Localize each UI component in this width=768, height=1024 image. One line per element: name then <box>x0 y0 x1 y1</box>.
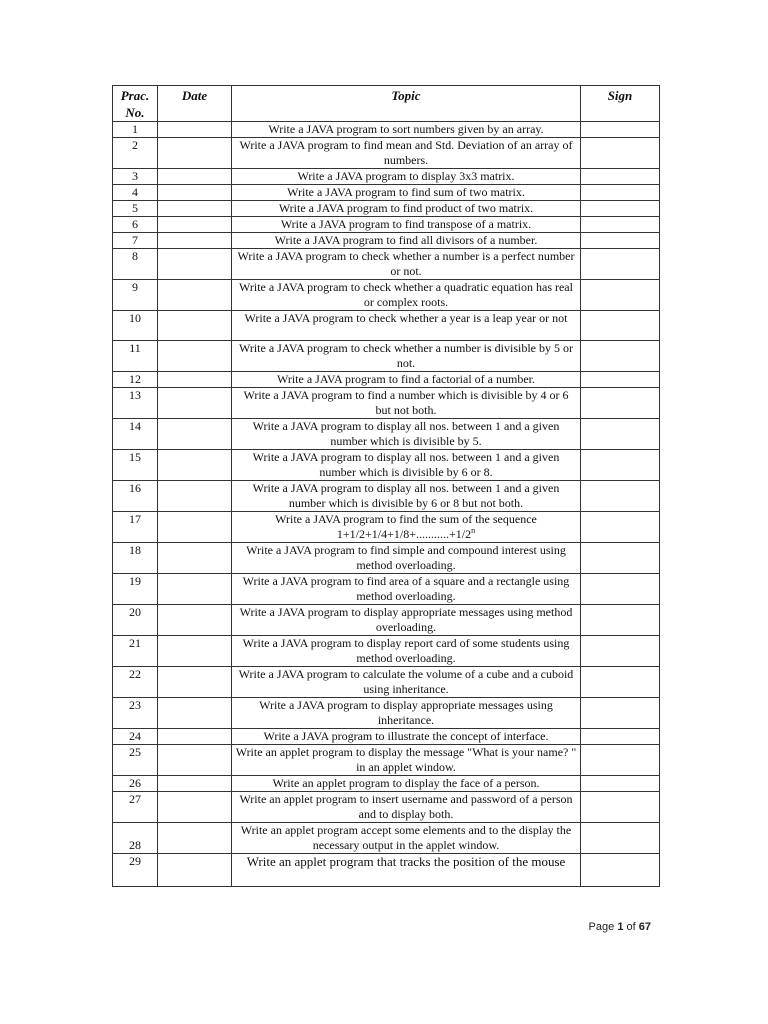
prac-number-cell: 20 <box>113 605 158 636</box>
topic-cell: Write a JAVA program to display 3x3 matrix. <box>232 169 581 185</box>
date-cell <box>158 169 232 185</box>
table-row <box>113 481 660 512</box>
prac-number-cell: 16 <box>113 481 158 512</box>
topic-cell: Write a JAVA program to find area of a square and a rectangle using method overloading. <box>232 574 581 605</box>
prac-number-cell: 2 <box>113 138 158 169</box>
date-cell <box>158 249 232 280</box>
topic-cell: Write a JAVA program to display all nos. between 1 and a given number which is divisible by 5. <box>232 419 581 450</box>
date-cell <box>158 636 232 667</box>
table-row <box>113 169 660 185</box>
topic-cell: Write a JAVA program to check whether a number is divisible by 5 or not. <box>232 341 581 372</box>
sign-cell <box>581 138 660 169</box>
topic-cell: Write a JAVA program to find transpose of a matrix. <box>232 217 581 233</box>
sign-cell <box>581 122 660 138</box>
table-row <box>113 138 660 169</box>
header-prac-no: Prac. No. <box>113 86 158 122</box>
prac-number-cell: 6 <box>113 217 158 233</box>
topic-line: Write a JAVA program to find the sum of the sequence <box>275 512 537 526</box>
sign-cell <box>581 419 660 450</box>
sign-cell <box>581 249 660 280</box>
table-row <box>113 450 660 481</box>
topic-cell: Write a JAVA program to check whether a quadratic equation has real or complex roots. <box>232 280 581 311</box>
formula-exponent: n <box>471 526 476 535</box>
sign-cell <box>581 233 660 249</box>
sign-cell <box>581 512 660 543</box>
date-cell <box>158 698 232 729</box>
sign-cell <box>581 372 660 388</box>
topic-cell: Write an applet program to display the face of a person. <box>232 776 581 792</box>
table-row <box>113 388 660 419</box>
sign-cell <box>581 481 660 512</box>
sign-cell <box>581 185 660 201</box>
prac-number-cell: 17 <box>113 512 158 543</box>
topic-cell: Write a JAVA program to find mean and Std. Deviation of an array of numbers. <box>232 138 581 169</box>
table-row <box>113 776 660 792</box>
sign-cell <box>581 745 660 776</box>
date-cell <box>158 138 232 169</box>
header-date: Date <box>158 86 232 122</box>
date-cell <box>158 201 232 217</box>
table-row <box>113 745 660 776</box>
prac-number-cell: 9 <box>113 280 158 311</box>
table-row <box>113 341 660 372</box>
date-cell <box>158 311 232 341</box>
table-row <box>113 792 660 823</box>
date-cell <box>158 667 232 698</box>
topic-cell: Write a JAVA program to illustrate the concept of interface. <box>232 729 581 745</box>
prac-number-cell: 3 <box>113 169 158 185</box>
date-cell <box>158 823 232 854</box>
topic-line-formula <box>235 527 577 542</box>
table-header-row <box>113 86 660 122</box>
sign-cell <box>581 311 660 341</box>
sign-cell <box>581 729 660 745</box>
table-row <box>113 419 660 450</box>
table-row <box>113 512 660 543</box>
date-cell <box>158 185 232 201</box>
table-row <box>113 667 660 698</box>
prac-number-cell: 8 <box>113 249 158 280</box>
topic-cell <box>232 512 581 543</box>
prac-number-cell: 28 <box>113 823 158 854</box>
header-topic: Topic <box>232 86 581 122</box>
prac-number-cell: 27 <box>113 792 158 823</box>
table-row <box>113 574 660 605</box>
table-row <box>113 122 660 138</box>
date-cell <box>158 745 232 776</box>
prac-number-cell: 23 <box>113 698 158 729</box>
prac-number-cell: 7 <box>113 233 158 249</box>
prac-number-cell: 19 <box>113 574 158 605</box>
topic-cell: Write a JAVA program to find sum of two matrix. <box>232 185 581 201</box>
sign-cell <box>581 574 660 605</box>
table-row <box>113 698 660 729</box>
sign-cell <box>581 217 660 233</box>
sign-cell <box>581 201 660 217</box>
of-word: of <box>626 921 636 933</box>
date-cell <box>158 776 232 792</box>
practical-list-table <box>112 85 660 887</box>
topic-cell: Write a JAVA program to display report card of some students using method overloading. <box>232 636 581 667</box>
date-cell <box>158 450 232 481</box>
table-row <box>113 636 660 667</box>
date-cell <box>158 419 232 450</box>
prac-number-cell: 11 <box>113 341 158 372</box>
date-cell <box>158 543 232 574</box>
date-cell <box>158 574 232 605</box>
sign-cell <box>581 450 660 481</box>
date-cell <box>158 388 232 419</box>
sign-cell <box>581 823 660 854</box>
topic-cell: Write an applet program to insert username and password of a person and to display both. <box>232 792 581 823</box>
topic-cell: Write a JAVA program to find product of two matrix. <box>232 201 581 217</box>
table-row <box>113 233 660 249</box>
table-row <box>113 280 660 311</box>
topic-cell: Write a JAVA program to display all nos. between 1 and a given number which is divisible by 6 or 8. <box>232 450 581 481</box>
topic-cell: Write a JAVA program to check whether a year is a leap year or not <box>232 311 581 341</box>
header-sign: Sign <box>581 86 660 122</box>
topic-cell: Write a JAVA program to calculate the volume of a cube and a cuboid using inheritance. <box>232 667 581 698</box>
prac-number-cell: 24 <box>113 729 158 745</box>
sign-cell <box>581 169 660 185</box>
date-cell <box>158 512 232 543</box>
date-cell <box>158 217 232 233</box>
prac-number-cell: 14 <box>113 419 158 450</box>
table-row <box>113 605 660 636</box>
date-cell <box>158 372 232 388</box>
sign-cell <box>581 792 660 823</box>
date-cell <box>158 481 232 512</box>
topic-cell: Write a JAVA program to display all nos. between 1 and a given number which is divisible by 6 or 8 but not both. <box>232 481 581 512</box>
table-row <box>113 729 660 745</box>
topic-cell: Write a JAVA program to find simple and compound interest using method overloading. <box>232 543 581 574</box>
sign-cell <box>581 341 660 372</box>
sign-cell <box>581 543 660 574</box>
page-word: Page <box>588 921 615 933</box>
topic-cell: Write a JAVA program to display appropriate messages using method overloading. <box>232 605 581 636</box>
topic-cell: Write a JAVA program to sort numbers given by an array. <box>232 122 581 138</box>
topic-cell: Write an applet program that tracks the position of the mouse <box>232 854 581 887</box>
prac-number-cell: 22 <box>113 667 158 698</box>
prac-number-cell: 1 <box>113 122 158 138</box>
sequence-formula: 1+1/2+1/4+1/8+...........+1/2 <box>336 527 472 541</box>
topic-cell: Write a JAVA program to find a factorial of a number. <box>232 372 581 388</box>
table-row <box>113 217 660 233</box>
prac-number-cell: 13 <box>113 388 158 419</box>
prac-number-cell: 29 <box>113 854 158 887</box>
topic-cell: Write a JAVA program to check whether a number is a perfect number or not. <box>232 249 581 280</box>
sign-cell <box>581 636 660 667</box>
table-row <box>113 372 660 388</box>
sign-cell <box>581 698 660 729</box>
sign-cell <box>581 388 660 419</box>
prac-number-cell: 12 <box>113 372 158 388</box>
sign-cell <box>581 776 660 792</box>
current-page-number: 1 <box>617 921 624 933</box>
total-pages: 67 <box>638 921 651 933</box>
date-cell <box>158 341 232 372</box>
date-cell <box>158 605 232 636</box>
date-cell <box>158 233 232 249</box>
date-cell <box>158 122 232 138</box>
prac-number-cell: 4 <box>113 185 158 201</box>
prac-number-cell: 25 <box>113 745 158 776</box>
sign-cell <box>581 854 660 887</box>
date-cell <box>158 854 232 887</box>
prac-number-cell: 15 <box>113 450 158 481</box>
table-row <box>113 854 660 887</box>
date-cell <box>158 729 232 745</box>
table-row <box>113 311 660 341</box>
topic-cell: Write an applet program accept some elements and to the display the necessary output in the applet window. <box>232 823 581 854</box>
table-row <box>113 185 660 201</box>
sign-cell <box>581 667 660 698</box>
topic-cell: Write a JAVA program to find all divisors of a number. <box>232 233 581 249</box>
sign-cell <box>581 280 660 311</box>
table-row <box>113 249 660 280</box>
date-cell <box>158 792 232 823</box>
prac-number-cell: 21 <box>113 636 158 667</box>
table-row <box>113 543 660 574</box>
topic-cell: Write a JAVA program to find a number which is divisible by 4 or 6 but not both. <box>232 388 581 419</box>
table-row <box>113 823 660 854</box>
prac-number-cell: 10 <box>113 311 158 341</box>
prac-number-cell: 5 <box>113 201 158 217</box>
table-row <box>113 201 660 217</box>
page-footer <box>589 921 651 933</box>
date-cell <box>158 280 232 311</box>
sign-cell <box>581 605 660 636</box>
topic-cell: Write a JAVA program to display appropriate messages using inheritance. <box>232 698 581 729</box>
topic-cell: Write an applet program to display the message "What is your name? " in an applet window. <box>232 745 581 776</box>
prac-number-cell: 18 <box>113 543 158 574</box>
prac-number-cell: 26 <box>113 776 158 792</box>
